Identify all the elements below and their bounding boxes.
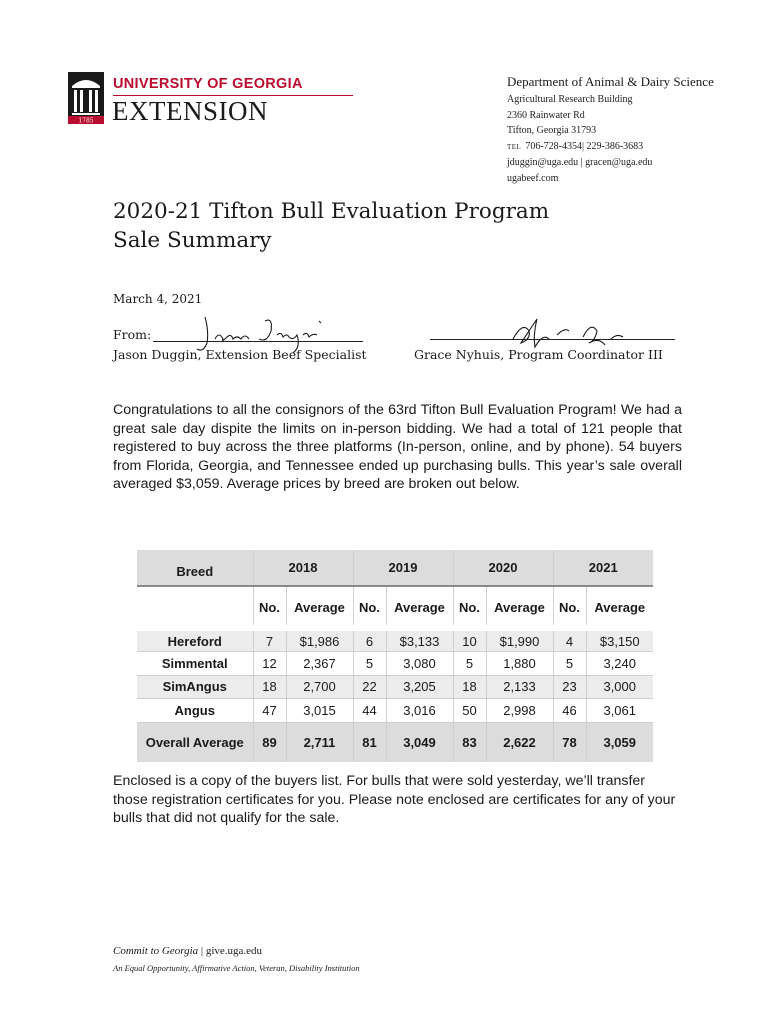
cell: 5 [553, 652, 586, 676]
signer-duggin: Jason Duggin, Extension Beef Specialist [113, 347, 367, 362]
footer-equal-opportunity: An Equal Opportunity, Affirmative Action, Veteran, Disability Institution [113, 963, 360, 973]
cell: 3,059 [586, 722, 653, 762]
cell: $3,133 [386, 628, 453, 652]
page-title [113, 197, 549, 255]
cell: 18 [453, 675, 486, 699]
intro-paragraph: Congratulations to all the consignors of the 63rd Tifton Bull Evaluation Program! We had a great sale day dispite the limits on in-person bidding. We had a total of 121 people that registered to buy across the three platforms (In-person, online, and by phone). 54 buyers from Florida, Georgia, and Tennessee ended up purchasing bulls. This year’s sale overall averaged $3,059. Average prices by breed are broken out below. [113, 402, 682, 493]
closing-paragraph: Enclosed is a copy of the buyers list. For bulls that were sold yesterday, we’ll transfer those registration certificates for you. Please note enclosed are certificates for any of your bulls that did not qualify for the sale. [113, 773, 676, 827]
cell: 3,240 [586, 652, 653, 676]
cell: 3,000 [586, 675, 653, 699]
year-header: 2020 [453, 550, 553, 586]
table-row [137, 675, 653, 699]
signature-block [113, 327, 683, 367]
cell: $3,150 [586, 628, 653, 652]
cell: 2,622 [486, 722, 553, 762]
cell: 5 [453, 652, 486, 676]
overall-average-row [137, 722, 653, 762]
empty-cell [137, 586, 253, 628]
table-row [137, 699, 653, 723]
cell: 10 [453, 628, 486, 652]
uga-arch-seal-icon [68, 72, 104, 124]
cell: 2,367 [286, 652, 353, 676]
cell: 2,998 [486, 699, 553, 723]
cell: 6 [353, 628, 386, 652]
average-header: Average [286, 586, 353, 628]
logo-extension: EXTENSION [112, 96, 268, 126]
footer-commit [113, 945, 262, 957]
seal-year: 1785 [78, 117, 94, 124]
average-header: Average [486, 586, 553, 628]
department-name: Department of Animal & Dairy Science [507, 74, 714, 89]
cell: 3,015 [286, 699, 353, 723]
signature-nyhuis-icon [473, 317, 633, 351]
no-header: No. [553, 586, 586, 628]
cell: 3,049 [386, 722, 453, 762]
cell: 22 [353, 675, 386, 699]
title-line-2: Sale Summary [113, 228, 272, 253]
cell: 46 [553, 699, 586, 723]
street: 2360 Rainwater Rd [507, 109, 585, 121]
from-label: From: [113, 327, 152, 342]
table-row [137, 628, 653, 652]
give-link[interactable]: | give.uga.edu [198, 945, 263, 957]
year-header: 2021 [553, 550, 653, 586]
cell: 2,700 [286, 675, 353, 699]
average-header: Average [586, 586, 653, 628]
breed-cell: Simmental [137, 652, 253, 676]
cell: 23 [553, 675, 586, 699]
phones-line [507, 139, 714, 156]
phones: 706-728-4354| 229-386-3683 [525, 140, 644, 152]
overall-label: Overall Average [137, 722, 253, 762]
cell: 2,133 [486, 675, 553, 699]
breed-price-table [137, 550, 653, 762]
cell: 78 [553, 722, 586, 762]
uga-extension-logo [68, 72, 303, 128]
cell: 44 [353, 699, 386, 723]
year-header: 2019 [353, 550, 453, 586]
commit-text: Commit to Georgia [113, 945, 199, 957]
breed-cell: Hereford [137, 628, 253, 652]
average-header: Average [386, 586, 453, 628]
cell: 4 [553, 628, 586, 652]
cell: $1,986 [286, 628, 353, 652]
title-line-1: 2020-21 Tifton Bull Evaluation Program [113, 199, 550, 224]
table-row [137, 652, 653, 676]
website: ugabeef.com [507, 172, 559, 184]
no-header: No. [253, 586, 286, 628]
no-header: No. [453, 586, 486, 628]
breed-cell: SimAngus [137, 675, 253, 699]
cell: 81 [353, 722, 386, 762]
table-subheader-row [137, 586, 653, 628]
cell: 47 [253, 699, 286, 723]
table-header-row [137, 550, 653, 586]
letter-date: March 4, 2021 [113, 292, 203, 306]
breed-header: Breed [137, 550, 253, 586]
cell: 1,880 [486, 652, 553, 676]
no-header: No. [353, 586, 386, 628]
tel-label: TEL [507, 142, 522, 151]
cell: 2,711 [286, 722, 353, 762]
cell: 12 [253, 652, 286, 676]
cell: $1,990 [486, 628, 553, 652]
signer-nyhuis: Grace Nyhuis, Program Coordinator III [414, 347, 663, 362]
cell: 83 [453, 722, 486, 762]
cell: 5 [353, 652, 386, 676]
cell: 50 [453, 699, 486, 723]
breed-cell: Angus [137, 699, 253, 723]
cell: 3,016 [386, 699, 453, 723]
cell: 3,080 [386, 652, 453, 676]
logo-university: UNIVERSITY OF GEORGIA [113, 76, 303, 92]
department-address [507, 74, 714, 187]
cell: 18 [253, 675, 286, 699]
cell: 89 [253, 722, 286, 762]
emails: jduggin@uga.edu | gracen@uga.edu [507, 157, 653, 169]
year-header: 2018 [253, 550, 353, 586]
cell: 7 [253, 628, 286, 652]
cell: 3,061 [586, 699, 653, 723]
city: Tifton, Georgia 31793 [507, 125, 597, 137]
cell: 3,205 [386, 675, 453, 699]
building: Agricultural Research Building [507, 94, 633, 105]
